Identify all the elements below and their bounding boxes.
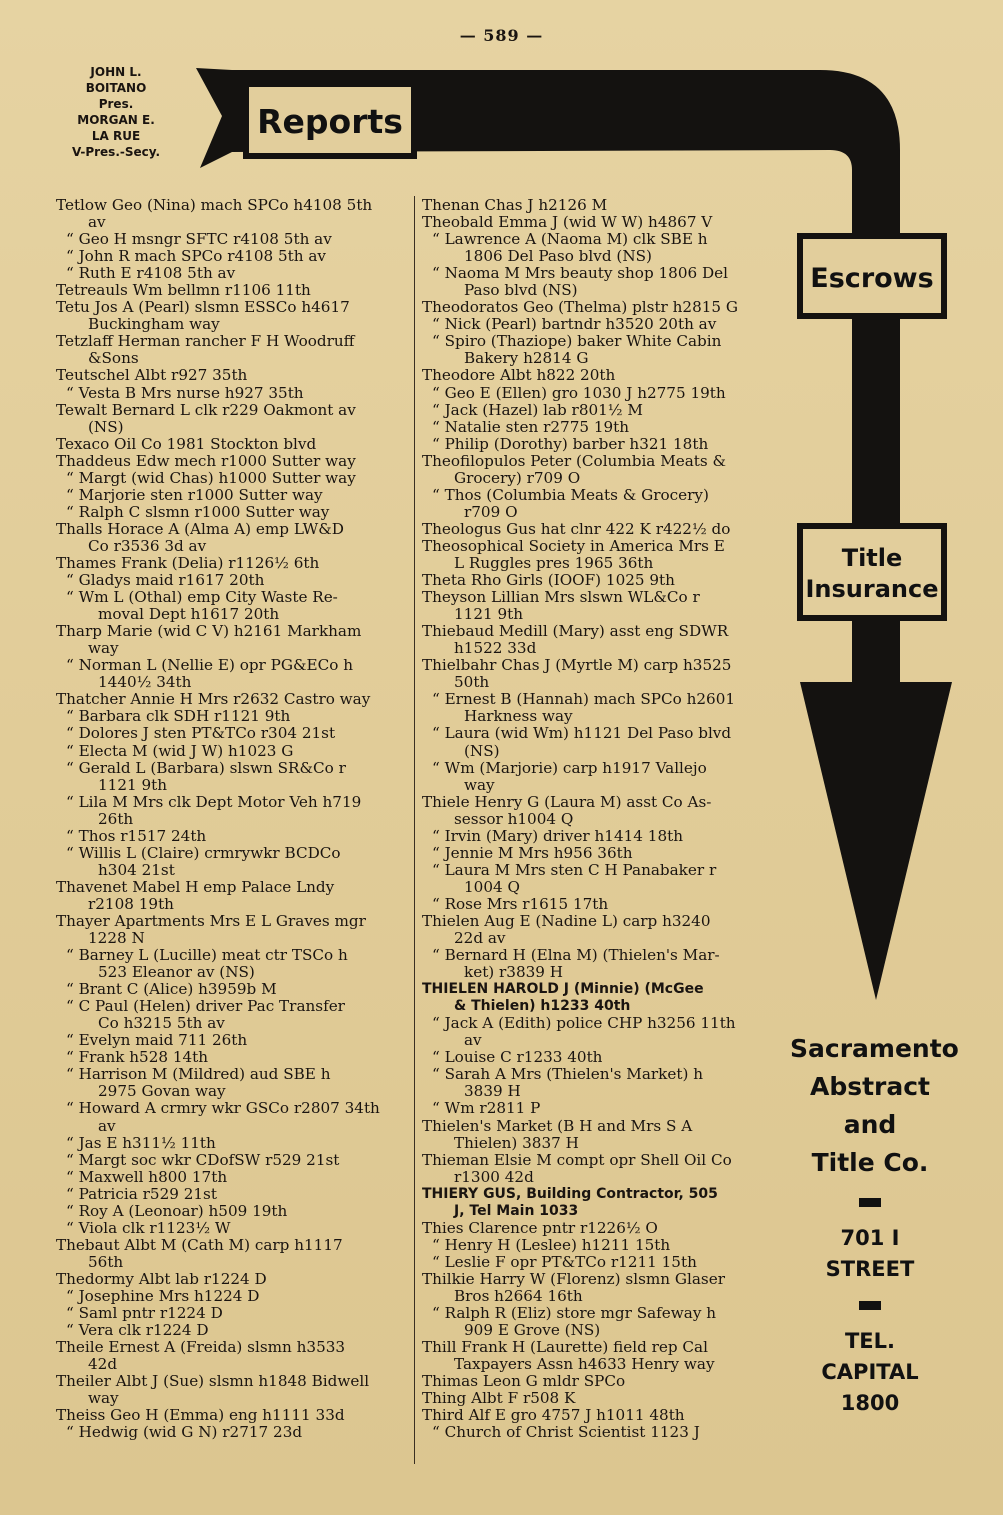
directory-entry [56, 197, 412, 231]
entry-text: THIELEN HAROLD J (Minnie) (McGee [422, 981, 704, 998]
entry-continuation: h1522 33d [454, 639, 537, 658]
entry-text: Theyson Lillian Mrs slswn WL&Co r [422, 588, 700, 607]
directory-entry [422, 794, 778, 828]
entry-continuation: av [88, 213, 106, 232]
escrows-label: Escrows [810, 263, 934, 294]
directory-entry [56, 1271, 412, 1288]
directory-entry [422, 367, 778, 384]
entry-text: Theosophical Society in America Mrs E [422, 536, 725, 555]
directory-entry [422, 725, 778, 759]
entry-text: “ Margt soc wkr CDofSW r529 21st [66, 1150, 340, 1169]
entry-text: Thimas Leon G mldr SPCo [422, 1372, 626, 1391]
entry-continuation: Co h3215 5th av [98, 1014, 225, 1033]
entry-text: Thing Albt F r508 K [422, 1389, 576, 1408]
entry-text: Thiele Henry G (Laura M) asst Co As- [422, 792, 712, 811]
entry-continuation: sessor h1004 Q [454, 809, 574, 828]
directory-entry [422, 589, 778, 623]
entry-text: Tetlow Geo (Nina) mach SPCo h4108 5th [56, 196, 373, 214]
entry-continuation: r709 O [464, 502, 518, 521]
directory-entry [56, 248, 412, 265]
entry-text: Thieman Elsie M compt opr Shell Oil Co [422, 1150, 732, 1169]
entry-text: “ Marjorie sten r1000 Sutter way [66, 485, 323, 504]
entry-continuation: Bakery h2814 G [464, 349, 589, 368]
entry-text: “ Philip (Dorothy) barber h321 18th [432, 434, 709, 453]
directory-entry [56, 1186, 412, 1203]
entry-text: “ Spiro (Thaziope) baker White Cabin [432, 332, 722, 351]
advert-name-line: Abstract [809, 1072, 931, 1101]
directory-entry [56, 794, 412, 828]
directory-entry [422, 538, 778, 572]
entry-text: Thatcher Annie H Mrs r2632 Castro way [56, 690, 371, 709]
entry-continuation: r1300 42d [454, 1167, 534, 1186]
entry-continuation: Taxpayers Assn h4633 Henry way [454, 1355, 715, 1374]
directory-entry [422, 1339, 778, 1373]
entry-text: “ Barney L (Lucille) meat ctr TSCo h [66, 946, 348, 965]
directory-entry [56, 657, 412, 691]
advert-separator [859, 1198, 881, 1207]
directory-entry [56, 1152, 412, 1169]
directory-entry [422, 1186, 778, 1220]
directory-entry [56, 1288, 412, 1305]
entry-text: “ Irvin (Mary) driver h1414 18th [432, 826, 683, 845]
entry-continuation: 1121 9th [454, 605, 524, 624]
directory-entry [56, 725, 412, 742]
entry-text: “ Vesta B Mrs nurse h927 35th [66, 383, 304, 402]
directory-entry [422, 1066, 778, 1100]
directory-entry [422, 1220, 778, 1237]
entry-continuation: Paso blvd (NS) [464, 281, 578, 300]
entry-text: “ Electa M (wid J W) h1023 G [66, 741, 294, 760]
directory-entry [422, 453, 778, 487]
entry-text: Theile Ernest A (Freida) slsmn h3533 [56, 1338, 346, 1357]
entry-text: Thiebaud Medill (Mary) asst eng SDWR [422, 622, 729, 641]
directory-entry [422, 1049, 778, 1066]
entry-text: Thavenet Mabel H emp Palace Lndy [56, 877, 335, 896]
entry-text: “ Thos (Columbia Meats & Grocery) [432, 485, 709, 504]
entry-text: “ Natalie sten r2775 19th [432, 417, 630, 436]
entry-text: “ Wm r2811 P [432, 1099, 541, 1118]
directory-entry [422, 1271, 778, 1305]
entry-text: “ Norman L (Nellie E) opr PG&ECo h [66, 656, 353, 675]
entry-text: “ Hedwig (wid G N) r2717 23d [66, 1423, 303, 1442]
entry-continuation: av [464, 1031, 482, 1050]
entry-text: “ Dolores J sten PT&TCo r304 21st [66, 724, 336, 743]
entry-text: “ Laura M Mrs sten C H Panabaker r [432, 860, 717, 879]
entry-text: “ Frank h528 14th [66, 1048, 209, 1067]
directory-entry [422, 1407, 778, 1424]
advert-separator [859, 1301, 881, 1310]
directory-entry [56, 385, 412, 402]
directory-entry [56, 708, 412, 725]
entry-text: Thilkie Harry W (Florenz) slsmn Glaser [422, 1269, 725, 1288]
directory-entry [56, 1322, 412, 1339]
entry-text: “ Wm L (Othal) emp City Waste Re- [66, 588, 338, 607]
officer-line: JOHN L. [90, 65, 142, 79]
entry-continuation: L Ruggles pres 1965 36th [454, 553, 654, 572]
advert-address-line: 701 I [840, 1226, 900, 1250]
officer-line: V-Pres.-Secy. [71, 145, 161, 159]
directory-entry [422, 913, 778, 947]
directory-entry [56, 1100, 412, 1134]
entry-continuation: & Thielen) h1233 40th [454, 998, 631, 1015]
directory-entry [422, 623, 778, 657]
title-insurance-label-1: Title [841, 544, 903, 572]
entry-continuation: 22d av [454, 929, 506, 948]
arrow-head [800, 682, 952, 1000]
directory-entry [56, 1237, 412, 1271]
entry-continuation: &Sons [88, 349, 139, 368]
entry-continuation: 2975 Govan way [98, 1082, 226, 1101]
entry-text: “ Josephine Mrs h1224 D [66, 1287, 260, 1305]
entry-continuation: 56th [88, 1252, 124, 1271]
directory-entry [56, 487, 412, 504]
entry-continuation: J, Tel Main 1033 [454, 1202, 579, 1219]
directory-entry [422, 981, 778, 1015]
directory-entry [56, 760, 412, 794]
entry-continuation: (NS) [464, 741, 500, 760]
directory-entry [422, 657, 778, 691]
entry-text: Thielen's Market (B H and Mrs S A [422, 1116, 693, 1135]
directory-entry [422, 487, 778, 521]
entry-text: Thielbahr Chas J (Myrtle M) carp h3525 [422, 656, 732, 675]
entry-text: “ Margt (wid Chas) h1000 Sutter way [66, 468, 356, 487]
entry-continuation: Co r3536 3d av [88, 536, 207, 555]
entry-text: “ John R mach SPCo r4108 5th av [66, 247, 327, 266]
directory-entry [56, 947, 412, 981]
entry-text: Tharp Marie (wid C V) h2161 Markham [56, 622, 362, 641]
entry-text: Third Alf E gro 4757 J h1011 48th [422, 1406, 685, 1425]
entry-text: “ Ralph R (Eliz) store mgr Safeway h [432, 1304, 717, 1323]
directory-entry [422, 845, 778, 862]
entry-text: “ Jack A (Edith) police CHP h3256 11th [432, 1014, 736, 1033]
directory-entry [422, 197, 778, 214]
directory-entry [56, 402, 412, 436]
entry-text: “ Ruth E r4108 5th av [66, 264, 236, 283]
entry-text: “ Geo H msngr SFTC r4108 5th av [66, 230, 332, 249]
entry-text: Texaco Oil Co 1981 Stockton blvd [56, 434, 317, 453]
advert-name-line: Title Co. [811, 1148, 929, 1177]
directory-entry [422, 1237, 778, 1254]
entry-text: “ Geo E (Ellen) gro 1030 J h2775 19th [432, 383, 726, 402]
entry-text: “ Evelyn maid 711 26th [66, 1031, 248, 1050]
entry-text: Theodoratos Geo (Thelma) plstr h2815 G [422, 298, 739, 317]
advert-address-line: STREET [825, 1257, 915, 1281]
entry-text: Thill Frank H (Laurette) field rep Cal [422, 1338, 708, 1357]
entry-text: Thielen Aug E (Nadine L) carp h3240 [422, 911, 711, 930]
entry-continuation: 42d [88, 1355, 118, 1374]
entry-continuation: 1440½ 34th [98, 673, 192, 692]
entry-text: Tetzlaff Herman rancher F H Woodruff [56, 332, 355, 351]
entry-text: “ Louise C r1233 40th [432, 1048, 603, 1067]
advert-name-line: and [843, 1110, 897, 1139]
entry-text: Thedormy Albt lab r1224 D [56, 1269, 267, 1288]
entry-text: “ Leslie F opr PT&TCo r1211 15th [432, 1252, 697, 1271]
entry-text: Thaddeus Edw mech r1000 Sutter way [56, 451, 356, 470]
entry-text: Tetu Jos A (Pearl) slsmn ESSCo h4617 [56, 298, 350, 317]
entry-continuation: 1121 9th [98, 775, 168, 794]
directory-entry [56, 1049, 412, 1066]
directory-entry [56, 521, 412, 555]
entry-continuation: Grocery) r709 O [454, 468, 581, 487]
directory-entry [56, 1339, 412, 1373]
entry-continuation: ket) r3839 H [464, 963, 564, 982]
entry-text: “ C Paul (Helen) driver Pac Transfer [66, 997, 345, 1016]
advert-name-line: Sacramento [790, 1034, 959, 1063]
directory-entry [422, 1152, 778, 1186]
entry-continuation: (NS) [88, 417, 124, 436]
officer-line: Pres. [98, 97, 134, 111]
entry-text: “ Howard A crmry wkr GSCo r2807 34th [66, 1099, 380, 1118]
advert-phone-line: 1800 [840, 1391, 900, 1415]
column-divider [414, 196, 415, 1464]
directory-column-right [422, 197, 778, 1441]
entry-text: THIERY GUS, Building Contractor, 505 [422, 1185, 718, 1202]
entry-text: “ Gerald L (Barbara) slswn SR&Co r [66, 758, 346, 777]
directory-entry [422, 316, 778, 333]
directory-entry [56, 282, 412, 299]
entry-text: Thayer Apartments Mrs E L Graves mgr [56, 911, 366, 930]
directory-entry [422, 214, 778, 231]
directory-entry [56, 333, 412, 367]
entry-text: “ Ralph C slsmn r1000 Sutter way [66, 502, 330, 521]
directory-entry [56, 589, 412, 623]
directory-entry [56, 572, 412, 589]
entry-text: “ Viola clk r1123½ W [66, 1218, 231, 1237]
entry-text: Thies Clarence pntr r1226½ O [422, 1218, 658, 1237]
title-company-advert [790, 1030, 959, 1419]
entry-continuation: way [88, 639, 119, 658]
entry-text: Theodore Albt h822 20th [422, 366, 616, 385]
entry-text: “ Lawrence A (Naoma M) clk SBE h [432, 230, 708, 249]
directory-entry [56, 913, 412, 947]
directory-entry [56, 1424, 412, 1441]
directory-entry [56, 231, 412, 248]
entry-continuation: av [98, 1116, 116, 1135]
entry-text: Theologus Gus hat clnr 422 K r422½ do [422, 519, 731, 538]
title-insurance-label-2: Insurance [805, 575, 939, 603]
entry-continuation: moval Dept h1617 20th [98, 605, 280, 624]
directory-entry [422, 521, 778, 538]
directory-entry [56, 743, 412, 760]
directory-entry [422, 402, 778, 419]
entry-continuation: 1228 N [88, 929, 145, 948]
advert-phone-line: CAPITAL [821, 1360, 919, 1384]
directory-entry [56, 1220, 412, 1237]
entry-text: “ Patricia r529 21st [66, 1184, 217, 1203]
directory-entry [422, 828, 778, 845]
directory-entry [422, 1424, 778, 1441]
directory-entry [56, 879, 412, 913]
officer-line: MORGAN E. [77, 113, 155, 127]
directory-entry [422, 1015, 778, 1049]
directory-entry [56, 1135, 412, 1152]
directory-entry [56, 828, 412, 845]
entry-text: Tetreauls Wm bellmn r1106 11th [56, 281, 311, 300]
entry-continuation: 26th [98, 809, 134, 828]
entry-continuation: Harkness way [464, 707, 573, 726]
entry-text: “ Bernard H (Elna M) (Thielen's Mar- [432, 946, 720, 965]
entry-text: “ Jennie M Mrs h956 36th [432, 843, 633, 862]
directory-entry [422, 862, 778, 896]
entry-text: “ Laura (wid Wm) h1121 Del Paso blvd [432, 724, 732, 743]
directory-entry [56, 504, 412, 521]
directory-entry [422, 691, 778, 725]
entry-continuation: Buckingham way [88, 315, 220, 334]
entry-text: Tewalt Bernard L clk r229 Oakmont av [56, 400, 356, 419]
entry-text: “ Harrison M (Mildred) aud SBE h [66, 1065, 331, 1084]
entry-continuation: 1806 Del Paso blvd (NS) [464, 247, 652, 266]
entry-text: “ Rose Mrs r1615 17th [432, 894, 609, 913]
entry-text: “ Nick (Pearl) bartndr h3520 20th av [432, 315, 717, 334]
directory-entry [56, 981, 412, 998]
directory-entry [56, 691, 412, 708]
directory-entry [422, 1373, 778, 1390]
entry-text: “ Willis L (Claire) crmrywkr BCDCo [66, 843, 341, 862]
directory-entry [422, 436, 778, 453]
directory-entry [422, 385, 778, 402]
directory-entry [56, 1305, 412, 1322]
reports-label: Reports [257, 102, 403, 141]
entry-continuation: 50th [454, 673, 490, 692]
entry-text: Theiss Geo H (Emma) eng h1111 33d [56, 1406, 345, 1425]
officer-line: LA RUE [91, 129, 141, 143]
entry-text: Thebaut Albt M (Cath M) carp h1117 [56, 1235, 343, 1254]
directory-entry [422, 896, 778, 913]
directory-entry [56, 265, 412, 282]
directory-entry [56, 1203, 412, 1220]
entry-continuation: Bros h2664 16th [454, 1287, 583, 1305]
title-insurance-box [800, 526, 944, 618]
entry-text: Theobald Emma J (wid W W) h4867 V [422, 213, 713, 232]
directory-entry [56, 1407, 412, 1424]
entry-text: “ Sarah A Mrs (Thielen's Market) h [432, 1065, 704, 1084]
entry-text: “ Jack (Hazel) lab r801½ M [432, 400, 643, 419]
directory-entry [422, 419, 778, 436]
directory-entry [422, 299, 778, 316]
directory-entry [56, 1066, 412, 1100]
entry-text: Thalls Horace A (Alma A) emp LW&D [56, 519, 344, 538]
entry-continuation: Thielen) 3837 H [454, 1133, 579, 1152]
entry-text: “ Brant C (Alice) h3959b M [66, 980, 277, 999]
directory-entry [422, 947, 778, 981]
directory-entry [56, 845, 412, 879]
directory-entry [422, 1100, 778, 1117]
directory-entry [56, 470, 412, 487]
directory-entry [56, 299, 412, 333]
directory-entry [422, 572, 778, 589]
entry-text: Theiler Albt J (Sue) slsmn h1848 Bidwell [56, 1372, 370, 1391]
entry-text: “ Maxwell h800 17th [66, 1167, 228, 1186]
entry-text: “ Lila M Mrs clk Dept Motor Veh h719 [66, 792, 362, 811]
entry-text: “ Wm (Marjorie) carp h1917 Vallejo [432, 758, 707, 777]
entry-text: “ Barbara clk SDH r1121 9th [66, 707, 291, 726]
entry-text: “ Roy A (Leonoar) h509 19th [66, 1201, 288, 1220]
entry-continuation: 3839 H [464, 1082, 521, 1101]
advert-phone-line: TEL. [844, 1329, 896, 1353]
directory-entry [56, 555, 412, 572]
officer-line: BOITANO [85, 81, 147, 95]
entry-text: Thenan Chas J h2126 M [422, 196, 608, 214]
entry-text: “ Church of Christ Scientist 1123 J [432, 1423, 700, 1442]
directory-entry [422, 1305, 778, 1339]
directory-entry [56, 998, 412, 1032]
directory-entry [56, 1032, 412, 1049]
entry-continuation: 909 E Grove (NS) [464, 1321, 601, 1340]
entry-text: “ Vera clk r1224 D [66, 1321, 209, 1340]
entry-continuation: r2108 19th [88, 894, 174, 913]
directory-entry [422, 231, 778, 265]
entry-text: “ Saml pntr r1224 D [66, 1304, 223, 1323]
entry-text: “ Henry H (Leslee) h1211 15th [432, 1235, 671, 1254]
directory-entry [56, 436, 412, 453]
directory-entry [422, 1390, 778, 1407]
page-number: — 589 — [459, 26, 544, 45]
directory-entry [422, 1118, 778, 1152]
entry-text: “ Naoma M Mrs beauty shop 1806 Del [432, 264, 729, 283]
entry-text: Theta Rho Girls (IOOF) 1025 9th [422, 571, 675, 590]
directory-entry [56, 1373, 412, 1407]
entry-text: Theofilopulos Peter (Columbia Meats & [422, 451, 727, 470]
entry-text: “ Gladys maid r1617 20th [66, 571, 265, 590]
directory-column-left [56, 197, 412, 1441]
entry-text: Teutschel Albt r927 35th [56, 366, 248, 385]
directory-entry [422, 265, 778, 299]
directory-entry [422, 1254, 778, 1271]
entry-text: “ Thos r1517 24th [66, 826, 207, 845]
entry-continuation: way [88, 1389, 119, 1408]
entry-continuation: 1004 Q [464, 877, 520, 896]
entry-continuation: way [464, 775, 495, 794]
directory-entry [422, 760, 778, 794]
directory-entry [56, 623, 412, 657]
entry-continuation: h304 21st [98, 860, 175, 879]
directory-entry [422, 333, 778, 367]
directory-entry [56, 367, 412, 384]
directory-entry [56, 1169, 412, 1186]
entry-text: “ Jas E h311½ 11th [66, 1133, 216, 1152]
entry-text: Thames Frank (Delia) r1126½ 6th [56, 553, 320, 572]
directory-entry [56, 453, 412, 470]
entry-text: “ Ernest B (Hannah) mach SPCo h2601 [432, 690, 736, 709]
entry-continuation: 523 Eleanor av (NS) [98, 963, 255, 982]
